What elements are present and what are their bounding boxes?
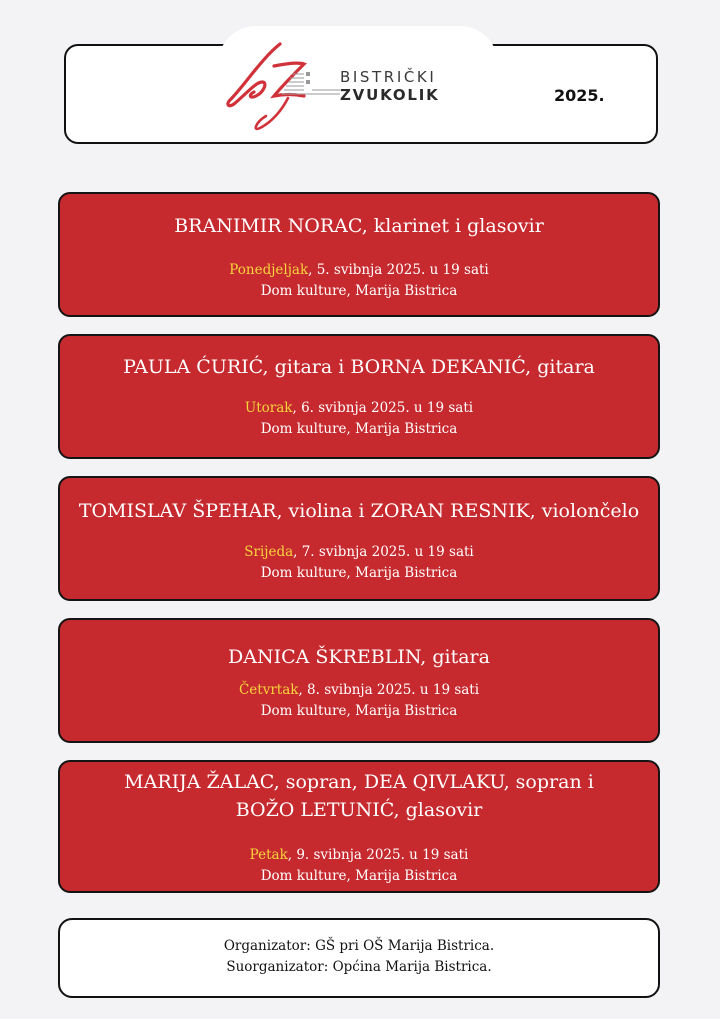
concert-day: Ponedjeljak: [229, 262, 309, 278]
concert-performers: DANICA ŠKREBLIN, gitara: [228, 646, 490, 668]
co-organizer-text: Suorganizator: Općina Marija Bistrica.: [226, 959, 492, 975]
concert-date-text: , 9. svibnja 2025. u 19 sati: [287, 847, 469, 863]
concert-day: Utorak: [244, 400, 293, 416]
concert-venue: Dom kulture, Marija Bistrica: [260, 703, 458, 719]
brand-name-line2: ZVUKOLIK: [340, 86, 440, 104]
concert-card-2: [58, 334, 660, 459]
concert-date: [60, 260, 658, 281]
logo: [222, 38, 452, 132]
organizer-box: [58, 918, 660, 998]
concert-card-4: [58, 618, 660, 743]
concert-date: [60, 398, 658, 419]
concert-day: Petak: [249, 847, 288, 863]
concert-date-text: , 8. svibnja 2025. u 19 sati: [298, 682, 480, 698]
organizer-text: Organizator: GŠ pri OŠ Marija Bistrica.: [223, 938, 495, 954]
concert-venue: Dom kulture, Marija Bistrica: [260, 421, 458, 437]
monogram-logo-icon: [222, 38, 342, 132]
concert-date: [60, 845, 658, 866]
concert-card-3: [58, 476, 660, 601]
concert-card-1: [58, 192, 660, 317]
concert-performers: TOMISLAV ŠPEHAR, violina i ZORAN RESNIK, violončelo: [78, 500, 640, 522]
concert-day: Srijeda: [244, 544, 294, 560]
concert-date: [60, 680, 658, 701]
concert-performers: PAULA ĆURIĆ, gitara i BORNA DEKANIĆ, gitara: [123, 356, 595, 378]
concert-day: Četvrtak: [238, 682, 299, 698]
concert-performers: BRANIMIR NORAC, klarinet i glasovir: [174, 215, 544, 237]
brand-name-line1: BISTRIČKI: [340, 68, 437, 86]
concert-venue: Dom kulture, Marija Bistrica: [260, 565, 458, 581]
concert-card-5: [58, 760, 660, 893]
concert-performers-line1: MARIJA ŽALAC, sopran, DEA QIVLAKU, sopran i: [124, 771, 594, 793]
concert-performers-line2: BOŽO LETUNIĆ, glasovir: [235, 799, 483, 821]
concert-venue: Dom kulture, Marija Bistrica: [260, 283, 458, 299]
concert-date-text: , 6. svibnja 2025. u 19 sati: [292, 400, 474, 416]
concert-venue: Dom kulture, Marija Bistrica: [260, 868, 458, 884]
festival-year: 2025.: [554, 86, 605, 105]
concert-date-text: , 7. svibnja 2025. u 19 sati: [293, 544, 474, 560]
concert-date: [60, 542, 658, 563]
concert-date-text: , 5. svibnja 2025. u 19 sati: [308, 262, 489, 278]
